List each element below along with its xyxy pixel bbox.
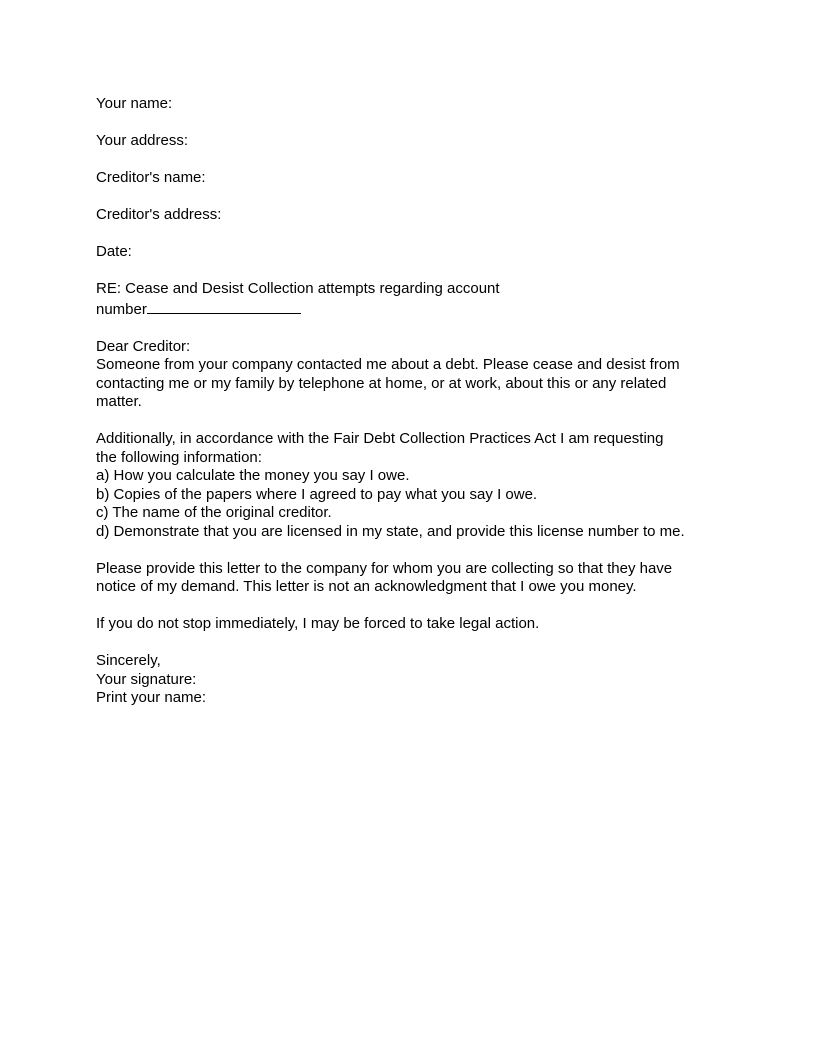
paragraph1-line3: matter. xyxy=(96,393,142,410)
creditor-address-label: Creditor's address: xyxy=(96,206,222,223)
request-item-a: a) How you calculate the money you say I owe. xyxy=(96,467,410,484)
print-name-label: Print your name: xyxy=(96,689,207,706)
paragraph3-line1: Please provide this letter to the company for whom you are collecting so that they have xyxy=(96,559,673,577)
re-line-account xyxy=(96,299,720,320)
signature-label: Your signature: xyxy=(96,670,197,688)
paragraph1-line1: Someone from your company contacted me about a debt. Please cease and desist from xyxy=(96,356,680,373)
re-line-number-label: number xyxy=(96,300,147,318)
request-item-d: d) Demonstrate that you are licensed in my state, and provide this license number to me. xyxy=(96,522,685,540)
paragraph-legal-action xyxy=(96,615,720,634)
paragraph-fdcpa-request xyxy=(96,430,720,541)
paragraph2-line2: the following information: xyxy=(96,448,262,466)
date-label: Date: xyxy=(96,243,132,260)
salutation: Dear Creditor: xyxy=(96,337,191,355)
closing-block xyxy=(96,652,720,708)
letter-document xyxy=(96,95,720,708)
paragraph3-line2: notice of my demand. This letter is not an acknowledgment that I owe you money. xyxy=(96,578,637,595)
account-number-blank xyxy=(147,299,301,314)
paragraph4-text: If you do not stop immediately, I may be forced to take legal action. xyxy=(96,615,540,632)
paragraph1-line2: contacting me or my family by telephone at home, or at work, about this or any related xyxy=(96,374,667,392)
closing-sincerely: Sincerely, xyxy=(96,652,161,669)
request-item-b: b) Copies of the papers where I agreed to pay what you say I owe. xyxy=(96,485,538,503)
paragraph-cease-desist xyxy=(96,356,720,412)
re-line xyxy=(96,280,720,319)
your-address-label: Your address: xyxy=(96,132,189,149)
paragraph-notice xyxy=(96,560,720,597)
creditor-name-label: Creditor's name: xyxy=(96,169,206,186)
your-name-label: Your name: xyxy=(96,95,173,112)
request-item-c: c) The name of the original creditor. xyxy=(96,504,332,521)
re-line-text: RE: Cease and Desist Collection attempts regarding account xyxy=(96,280,500,297)
paragraph2-line1: Additionally, in accordance with the Fair Debt Collection Practices Act I am requesting xyxy=(96,430,664,447)
